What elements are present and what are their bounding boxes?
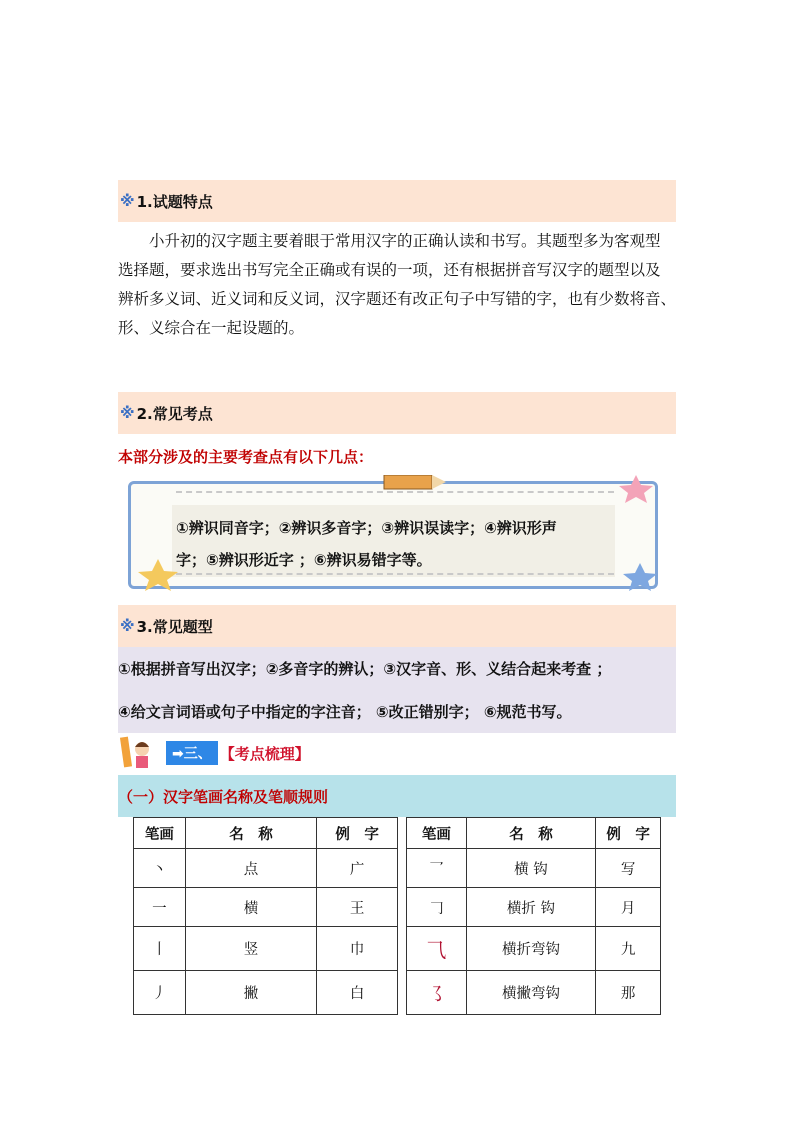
table-row (134, 888, 398, 927)
paragraph-line: 辨析多义词、近义词和反义词，汉字题还有改正句子中写错的字，也有少数将音、 (118, 290, 677, 308)
paragraph-line: 小升初的汉字题主要着眼于常用汉字的正确认读和书写。其题型多为客观型 (149, 232, 661, 250)
stroke-cell: 丨 (134, 927, 186, 971)
star-icon (623, 563, 657, 591)
column-header: 笔画 (134, 818, 186, 849)
name-cell: 竖 (185, 927, 316, 971)
example-cell: 广 (317, 849, 398, 888)
column-header: 例 字 (596, 818, 661, 849)
reference-mark-icon: ※ (120, 404, 135, 422)
section2-intro: 本部分涉及的主要考查点有以下几点： (118, 448, 374, 466)
column-header: 笔画 (407, 818, 467, 849)
section2-points (176, 512, 616, 576)
pencil-tip-icon (432, 475, 446, 489)
subheading-bar (118, 775, 676, 817)
part3-title: 【考点梳理】 (219, 744, 310, 763)
column-header: 例 字 (317, 818, 398, 849)
section1-title: 1.试题特点 (136, 192, 213, 211)
section3-title: 3.常见题型 (136, 617, 213, 636)
section2-title: 2.常见考点 (136, 404, 213, 423)
reference-mark-icon: ※ (120, 617, 135, 635)
student-pencil-icon (118, 733, 158, 773)
example-cell: 王 (317, 888, 398, 927)
section1-header (118, 180, 676, 222)
example-cell: 白 (317, 971, 398, 1015)
part3-num: 三、 (183, 746, 212, 762)
example-cell: 巾 (317, 927, 398, 971)
table-row (134, 849, 398, 888)
table-header-row (407, 818, 661, 849)
stroke-table-left (133, 817, 398, 1015)
name-cell: 横折弯钩 (466, 927, 595, 971)
section3-line-text: ①根据拼音写出汉字；②多音字的辨认；③汉字音、形、义结合起来考查 ； (118, 660, 612, 678)
section3-header (118, 605, 676, 647)
name-cell: 横 (185, 888, 316, 927)
section3-line (118, 647, 676, 690)
stroke-cell: ⺄ (407, 927, 467, 971)
arrow-icon: ➡ (172, 746, 184, 762)
example-cell: 月 (596, 888, 661, 927)
section1-paragraph (118, 227, 678, 343)
stroke-cell: 乛 (407, 849, 467, 888)
table-row (134, 971, 398, 1015)
section3-line-text: ④给文言词语或句子中指定的字注音； ⑤改正错别字； ⑥规范书写。 (118, 703, 572, 721)
stroke-cell: ㇌ (407, 971, 467, 1015)
table-row (407, 888, 661, 927)
name-cell: 点 (185, 849, 316, 888)
part3-tag (166, 741, 218, 765)
stroke-table-right (406, 817, 661, 1015)
pencil-icon (384, 475, 432, 489)
name-cell: 横折 钩 (466, 888, 595, 927)
part3-heading (118, 733, 310, 773)
table-row (134, 927, 398, 971)
example-cell: 那 (596, 971, 661, 1015)
paragraph-line: 形、义综合在一起设题的。 (118, 319, 305, 337)
points-line: 字；⑤辨识形近字 ；⑥辨识易错字等。 (176, 551, 432, 569)
name-cell: 横撇弯钩 (466, 971, 595, 1015)
section2-header (118, 392, 676, 434)
section3-line (118, 690, 676, 733)
stroke-cell: 一 (134, 888, 186, 927)
example-cell: 九 (596, 927, 661, 971)
stroke-cell: 丿 (134, 971, 186, 1015)
table-header-row (134, 818, 398, 849)
stroke-cell: 𠃌 (407, 888, 467, 927)
name-cell: 横 钩 (466, 849, 595, 888)
table-row (407, 849, 661, 888)
stroke-cell: 丶 (134, 849, 186, 888)
example-cell: 写 (596, 849, 661, 888)
column-header: 名 称 (185, 818, 316, 849)
star-icon (619, 475, 653, 503)
table-row (407, 971, 661, 1015)
name-cell: 撇 (185, 971, 316, 1015)
subheading-text: （一）汉字笔画名称及笔顺规则 (118, 787, 329, 806)
points-line: ①辨识同音字；②辨识多音字；③辨识误读字；④辨识形声 (176, 519, 557, 537)
star-icon (138, 559, 178, 591)
reference-mark-icon: ※ (120, 192, 135, 210)
paragraph-line: 选择题，要求选出书写完全正确或有误的一项，还有根据拼音写汉字的题型以及 (118, 261, 661, 279)
table-row (407, 927, 661, 971)
column-header: 名 称 (466, 818, 595, 849)
